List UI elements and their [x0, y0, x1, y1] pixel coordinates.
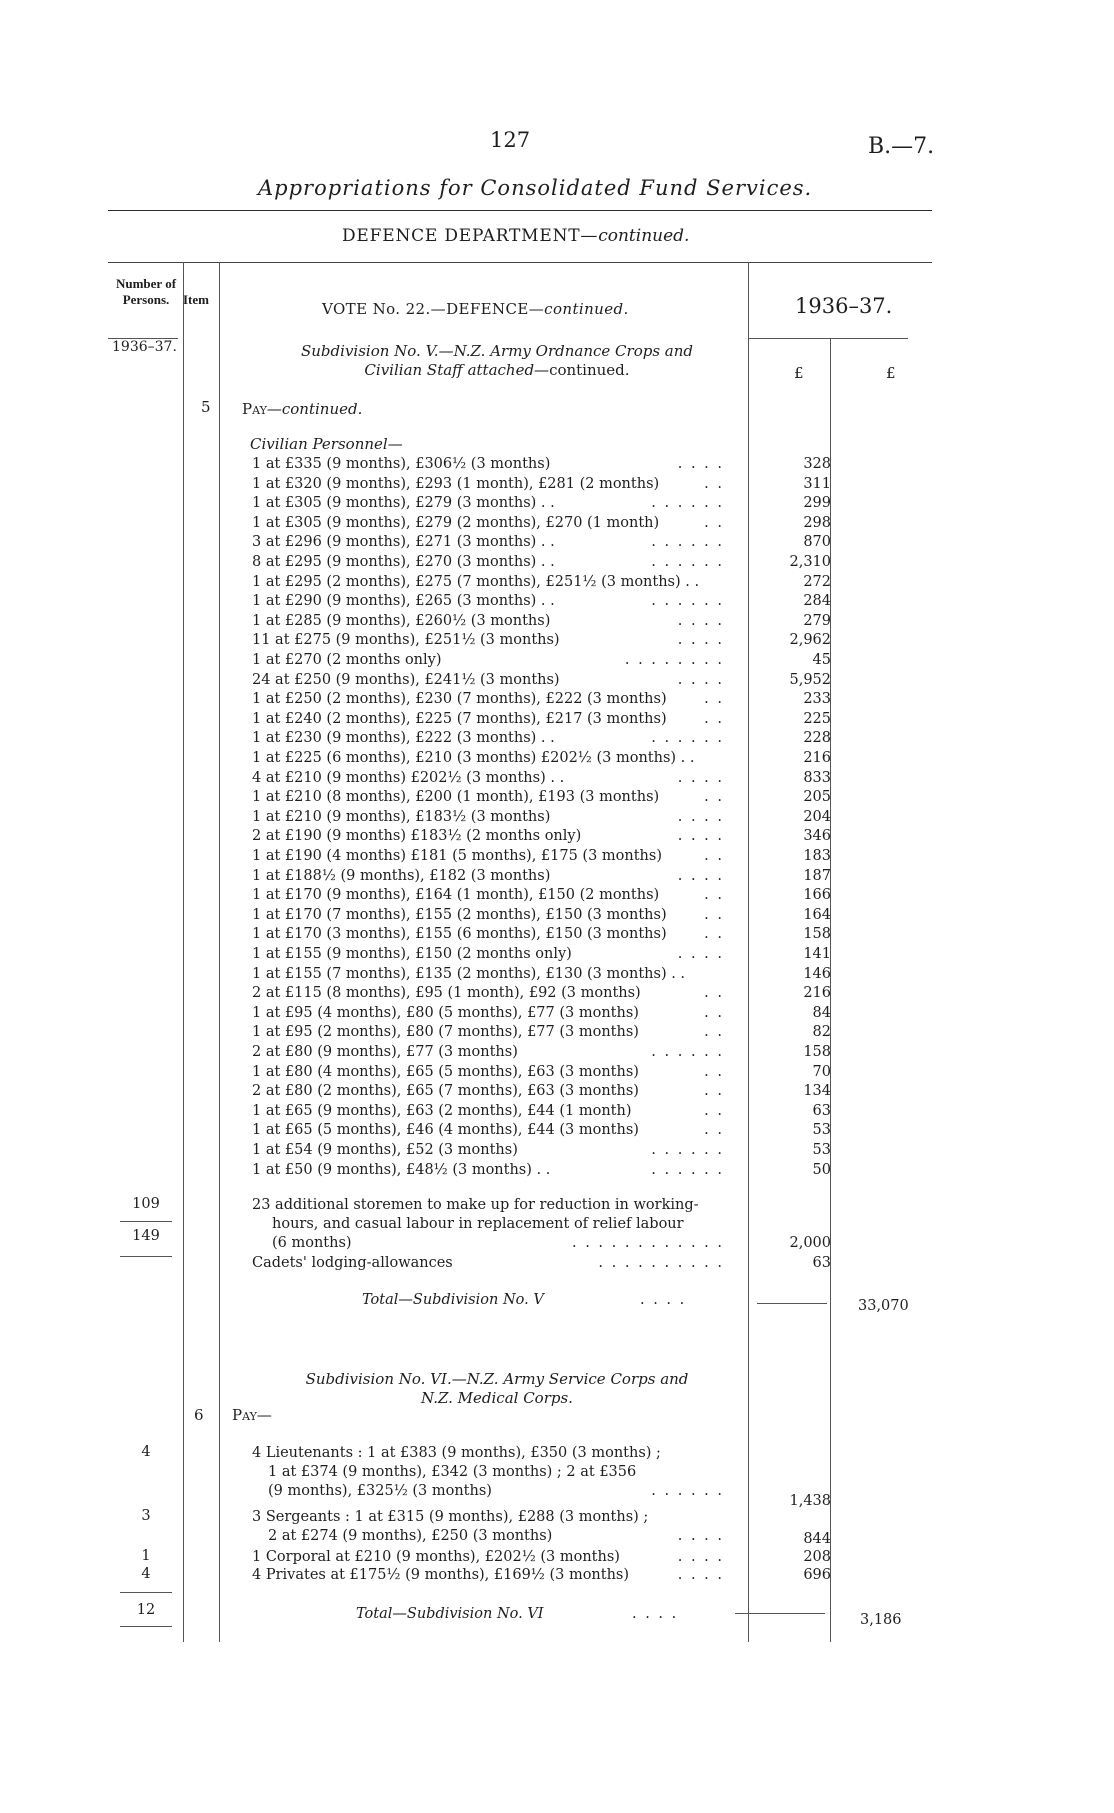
list-item — [252, 965, 730, 984]
leader-dots: . . . . . . . . . . . . — [571, 1235, 724, 1251]
subdivision-v-title-line2: Civilian Staff attached— — [364, 361, 550, 379]
lieutenants-line2: 1 at £374 (9 months), £342 (3 months) ; 2 at £356 — [268, 1464, 637, 1480]
list-item-text: 1 at £305 (9 months), £279 (3 months) . . — [252, 495, 555, 511]
list-item — [252, 1082, 730, 1101]
list-item — [252, 729, 730, 748]
list-item — [252, 906, 730, 925]
leader-dots: . . — [704, 1024, 724, 1040]
list-item-amount: 228 — [803, 730, 831, 746]
cadets-allowance-amount: 63 — [812, 1255, 831, 1271]
list-item-amount: 225 — [803, 711, 831, 727]
list-item-amount: 53 — [812, 1122, 831, 1138]
total-v-rule — [757, 1303, 827, 1304]
list-item-amount: 187 — [803, 868, 831, 884]
list-item-amount: 272 — [803, 574, 831, 590]
persons-column-rule — [183, 262, 184, 1642]
cadets-allowance-label: Cadets' lodging-allowances — [252, 1255, 453, 1271]
list-item-text: 2 at £80 (9 months), £77 (3 months) — [252, 1044, 518, 1060]
item-column-rule — [219, 262, 220, 1642]
list-item-text: 1 at £305 (9 months), £279 (2 months), £270 (1 month) — [252, 515, 660, 531]
leader-dots: . . . . — [677, 1549, 724, 1565]
subdivision-v-title — [267, 342, 727, 380]
list-item-text: 1 at £170 (9 months), £164 (1 month), £150 (2 months) — [252, 887, 660, 903]
pay-dash-vi: — — [256, 1406, 272, 1424]
list-item-text: 1 at £210 (9 months), £183½ (3 months) — [252, 809, 551, 825]
list-item-text: 1 at £270 (2 months only) — [252, 652, 442, 668]
sergeants-entry — [252, 1508, 732, 1546]
list-item — [252, 1004, 730, 1023]
list-item — [252, 788, 730, 807]
sergeants-amount: 844 — [803, 1531, 831, 1547]
list-item-text: 24 at £250 (9 months), £241½ (3 months) — [252, 672, 560, 688]
list-item-text: 1 at £80 (4 months), £65 (5 months), £63 (3 months) — [252, 1064, 639, 1080]
document-reference: B.—7. — [868, 134, 935, 159]
list-item — [252, 984, 730, 1003]
year-header-rule — [748, 338, 908, 339]
list-item-amount: 84 — [812, 1005, 831, 1021]
list-item-amount: 164 — [803, 907, 831, 923]
list-item-amount: 870 — [803, 534, 831, 550]
pay-heading — [242, 400, 362, 418]
list-item-text: 1 at £95 (4 months), £80 (5 months), £77 (3 months) — [252, 1005, 639, 1021]
list-item-amount: 2,962 — [789, 632, 831, 648]
list-item-amount: 346 — [803, 828, 831, 844]
additional-storemen-line2: hours, and casual labour in replacement of relief labour — [272, 1216, 684, 1232]
list-item — [252, 612, 730, 631]
list-item-text: 1 at £155 (7 months), £135 (2 months), £130 (3 months) . . — [252, 966, 686, 982]
lieutenants-line1: 4 Lieutenants : 1 at £383 (9 months), £350 (3 months) ; — [252, 1445, 661, 1461]
list-item — [252, 533, 730, 552]
list-item-text: 1 at £65 (5 months), £46 (4 months), £44 (3 months) — [252, 1122, 639, 1138]
leader-dots: . . . . . . — [651, 554, 724, 570]
leader-dots: . . . . — [677, 946, 724, 962]
number-of-persons-header: Number of Persons. — [115, 276, 177, 307]
list-item-text: 1 at £170 (7 months), £155 (2 months), £150 (3 months) — [252, 907, 667, 923]
list-item-amount: 50 — [812, 1162, 831, 1178]
list-item — [252, 867, 730, 886]
corporal-persons: 1 — [141, 1548, 151, 1564]
list-item-text: 11 at £275 (9 months), £251½ (3 months) — [252, 632, 560, 648]
leader-dots: . . — [704, 985, 724, 1001]
list-item-text: 2 at £190 (9 months) £183½ (2 months only) — [252, 828, 582, 844]
corporal-row — [252, 1548, 730, 1567]
subdivision-v-title-line1: Subdivision No. V.—N.Z. Army Ordnance Crops and — [301, 342, 693, 360]
total-vi-rule — [735, 1613, 825, 1614]
leader-dots: . . . . — [677, 456, 724, 472]
item-number-5: 5 — [201, 398, 211, 416]
leader-dots: . . . . — [677, 1528, 724, 1544]
list-item — [252, 1121, 730, 1140]
list-item-amount: 183 — [803, 848, 831, 864]
vote-heading — [322, 300, 629, 318]
header-rule — [108, 262, 932, 263]
list-item-text: 3 at £296 (9 months), £271 (3 months) . . — [252, 534, 555, 550]
list-item-text: 1 at £95 (2 months), £80 (7 months), £77 (3 months) — [252, 1024, 639, 1040]
department-heading — [342, 226, 689, 246]
leader-dots: . . — [704, 848, 724, 864]
leader-dots: . . — [704, 789, 724, 805]
item-number-6: 6 — [194, 1406, 204, 1424]
list-item-amount: 141 — [803, 946, 831, 962]
list-item-text: 1 at £250 (2 months), £230 (7 months), £222 (3 months) — [252, 691, 667, 707]
list-item — [252, 651, 730, 670]
leader-dots: . . — [704, 476, 724, 492]
leader-dots: . . — [704, 691, 724, 707]
leader-dots: . . — [704, 1005, 724, 1021]
leader-dots: . . — [704, 515, 724, 531]
list-item — [252, 690, 730, 709]
list-item — [252, 808, 730, 827]
privates-row — [252, 1566, 730, 1585]
list-item — [252, 945, 730, 964]
persons-total-vi: 12 — [136, 1602, 156, 1618]
list-item-text: 1 at £230 (9 months), £222 (3 months) . . — [252, 730, 555, 746]
list-item-amount: 279 — [803, 613, 831, 629]
leader-dots: . . — [704, 1103, 724, 1119]
list-item — [252, 573, 730, 592]
list-item — [252, 847, 730, 866]
cadets-allowance-row — [252, 1254, 730, 1273]
list-item — [252, 1043, 730, 1062]
leader-dots: . . . . — [677, 672, 724, 688]
leader-dots: . . . . — [632, 1606, 679, 1622]
list-item-amount: 53 — [812, 1142, 831, 1158]
list-item — [252, 455, 730, 474]
total-subdivision-vi-label: Total—Subdivision No. VI — [356, 1606, 544, 1622]
lieutenants-amount: 1,438 — [789, 1493, 831, 1509]
civilian-personnel-heading: Civilian Personnel— — [250, 435, 403, 453]
vote-title: VOTE No. 22.—DEFENCE— — [322, 300, 545, 318]
leader-dots: . . . . . . . . — [624, 652, 724, 668]
list-item-amount: 5,952 — [789, 672, 831, 688]
pay-continued: —continued. — [266, 400, 363, 418]
list-item — [252, 671, 730, 690]
pay-label: Pay — [242, 400, 267, 418]
list-item-text: 8 at £295 (9 months), £270 (3 months) . . — [252, 554, 555, 570]
leader-dots: . . . . . . . . . . — [598, 1255, 724, 1271]
item-header: Item — [183, 292, 209, 307]
list-item — [252, 1023, 730, 1042]
year-header: 1936–37. — [795, 294, 893, 318]
lieutenants-line3: (9 months), £325½ (3 months) — [268, 1483, 492, 1499]
list-item-amount: 158 — [803, 1044, 831, 1060]
lieutenants-persons: 4 — [141, 1444, 151, 1460]
list-item-text: 1 at £65 (9 months), £63 (2 months), £44 (1 month) — [252, 1103, 632, 1119]
list-item-amount: 166 — [803, 887, 831, 903]
persons-vi-rule — [120, 1592, 172, 1593]
additional-storemen-line3: (6 months) — [272, 1235, 352, 1251]
leader-dots: . . — [704, 1083, 724, 1099]
page-title: Appropriations for Consolidated Fund Services. — [258, 176, 813, 200]
leader-dots: . . . . — [677, 868, 724, 884]
list-item — [252, 1161, 730, 1180]
list-item-text: 1 at £210 (8 months), £200 (1 month), £193 (3 months) — [252, 789, 660, 805]
total-subdivision-v-label: Total—Subdivision No. V — [362, 1292, 544, 1308]
total-subdivision-v-amount: 33,070 — [858, 1298, 909, 1314]
leader-dots: . . . . . . — [651, 593, 724, 609]
list-item-text: 2 at £115 (8 months), £95 (1 month), £92 (3 months) — [252, 985, 641, 1001]
leader-dots: . . . . . . — [651, 730, 724, 746]
list-item-text: 1 at £335 (9 months), £306½ (3 months) — [252, 456, 551, 472]
pound-column-2: £ — [886, 364, 896, 382]
persons-year-label: 1936–37. — [112, 339, 177, 355]
list-item-amount: 204 — [803, 809, 831, 825]
list-item — [252, 631, 730, 650]
subdivision-vi-title-line1: Subdivision No. VI.—N.Z. Army Service Corps and — [305, 1370, 689, 1388]
additional-storemen-amount: 2,000 — [789, 1235, 831, 1251]
subdivision-v-continued: continued. — [549, 361, 630, 379]
leader-dots: . . . . — [677, 613, 724, 629]
subdivision-vi-title-line2: N.Z. Medical Corps. — [421, 1389, 573, 1407]
total-subdivision-vi-amount: 3,186 — [860, 1612, 902, 1628]
title-rule — [108, 210, 932, 211]
leader-dots: . . . . . . — [651, 1483, 724, 1499]
persons-vi-rule-bottom — [120, 1626, 172, 1627]
list-item-text: 1 at £50 (9 months), £48½ (3 months) . . — [252, 1162, 551, 1178]
list-item-amount: 328 — [803, 456, 831, 472]
additional-storemen-entry — [252, 1196, 732, 1253]
list-item — [252, 925, 730, 944]
list-item-text: 4 at £210 (9 months) £202½ (3 months) . . — [252, 770, 565, 786]
list-item — [252, 1063, 730, 1082]
list-item-amount: 299 — [803, 495, 831, 511]
list-item-text: 1 at £240 (2 months), £225 (7 months), £217 (3 months) — [252, 711, 667, 727]
list-item — [252, 592, 730, 611]
page-number: 127 — [490, 128, 531, 152]
list-item — [252, 1102, 730, 1121]
leader-dots: . . — [704, 711, 724, 727]
sergeants-line2: 2 at £274 (9 months), £250 (3 months) — [268, 1528, 553, 1544]
leader-dots: . . — [704, 1064, 724, 1080]
leader-dots: . . — [704, 1122, 724, 1138]
privates-label: 4 Privates at £175½ (9 months), £169½ (3 months) — [252, 1567, 630, 1583]
list-item-amount: 2,310 — [789, 554, 831, 570]
list-item-amount: 45 — [812, 652, 831, 668]
list-item-text: 1 at £188½ (9 months), £182 (3 months) — [252, 868, 551, 884]
leader-dots: . . . . . . — [651, 1162, 724, 1178]
persons-subtotal: 109 — [132, 1196, 160, 1212]
list-item-amount: 216 — [803, 985, 831, 1001]
list-item — [252, 749, 730, 768]
subdivision-vi-title — [267, 1370, 727, 1408]
additional-storemen-line1: 23 additional storemen to make up for reduction in working- — [252, 1197, 699, 1213]
corporal-amount: 208 — [803, 1549, 831, 1565]
list-item-text: 1 at £290 (9 months), £265 (3 months) . . — [252, 593, 555, 609]
leader-dots: . . . . . . — [651, 1044, 724, 1060]
list-item — [252, 1141, 730, 1160]
list-item — [252, 494, 730, 513]
list-item-text: 2 at £80 (2 months), £65 (7 months), £63 (3 months) — [252, 1083, 639, 1099]
list-item-text: 1 at £155 (9 months), £150 (2 months only) — [252, 946, 572, 962]
leader-dots: . . . . — [640, 1292, 687, 1308]
list-item-amount: 833 — [803, 770, 831, 786]
list-item-amount: 158 — [803, 926, 831, 942]
leader-dots: . . . . — [677, 770, 724, 786]
leader-dots: . . . . — [677, 809, 724, 825]
list-item — [252, 769, 730, 788]
list-item — [252, 827, 730, 846]
list-item-text: 1 at £170 (3 months), £155 (6 months), £150 (3 months) — [252, 926, 667, 942]
sergeants-line1: 3 Sergeants : 1 at £315 (9 months), £288 (3 months) ; — [252, 1509, 649, 1525]
leader-dots: . . . . — [677, 1567, 724, 1583]
list-item-amount: 298 — [803, 515, 831, 531]
list-item — [252, 710, 730, 729]
privates-amount: 696 — [803, 1567, 831, 1583]
department-continued: continued. — [598, 226, 690, 246]
persons-subtotal-rule — [120, 1221, 172, 1222]
leader-dots: . . . . — [677, 828, 724, 844]
leader-dots: . . . . — [677, 632, 724, 648]
list-item — [252, 514, 730, 533]
list-item-text: 1 at £285 (9 months), £260½ (3 months) — [252, 613, 551, 629]
list-item-amount: 284 — [803, 593, 831, 609]
pay-label-vi: Pay — [232, 1406, 257, 1424]
sergeants-persons: 3 — [141, 1508, 151, 1524]
list-item-amount: 146 — [803, 966, 831, 982]
privates-persons: 4 — [141, 1566, 151, 1582]
list-item-amount: 134 — [803, 1083, 831, 1099]
persons-total-v-rule — [120, 1256, 172, 1257]
list-item-amount: 233 — [803, 691, 831, 707]
leader-dots: . . . . . . — [651, 534, 724, 550]
leader-dots: . . . . . . — [651, 495, 724, 511]
list-item-amount: 205 — [803, 789, 831, 805]
list-item-amount: 216 — [803, 750, 831, 766]
lieutenants-entry — [252, 1444, 732, 1501]
list-item-amount: 70 — [812, 1064, 831, 1080]
leader-dots: . . . . . . — [651, 1142, 724, 1158]
list-item-text: 1 at £190 (4 months) £181 (5 months), £175 (3 months) — [252, 848, 662, 864]
list-item-text: 1 at £295 (2 months), £275 (7 months), £251½ (3 months) . . — [252, 574, 700, 590]
leader-dots: . . — [704, 887, 724, 903]
pound-column-1: £ — [794, 364, 804, 382]
list-item-amount: 311 — [803, 476, 831, 492]
list-item — [252, 886, 730, 905]
list-item — [252, 475, 730, 494]
list-item-amount: 63 — [812, 1103, 831, 1119]
department-name: DEFENCE DEPARTMENT— — [342, 226, 599, 246]
list-item-text: 1 at £320 (9 months), £293 (1 month), £281 (2 months) — [252, 476, 660, 492]
leader-dots: . . — [704, 907, 724, 923]
leader-dots: . . — [704, 926, 724, 942]
list-item-text: 1 at £225 (6 months), £210 (3 months) £202½ (3 months) . . — [252, 750, 695, 766]
list-item — [252, 553, 730, 572]
pay-heading-vi — [232, 1406, 272, 1424]
corporal-label: 1 Corporal at £210 (9 months), £202½ (3 months) — [252, 1549, 620, 1565]
list-item-text: 1 at £54 (9 months), £52 (3 months) — [252, 1142, 518, 1158]
persons-total-v: 149 — [132, 1228, 160, 1244]
list-item-amount: 82 — [812, 1024, 831, 1040]
vote-continued: continued. — [544, 300, 629, 318]
